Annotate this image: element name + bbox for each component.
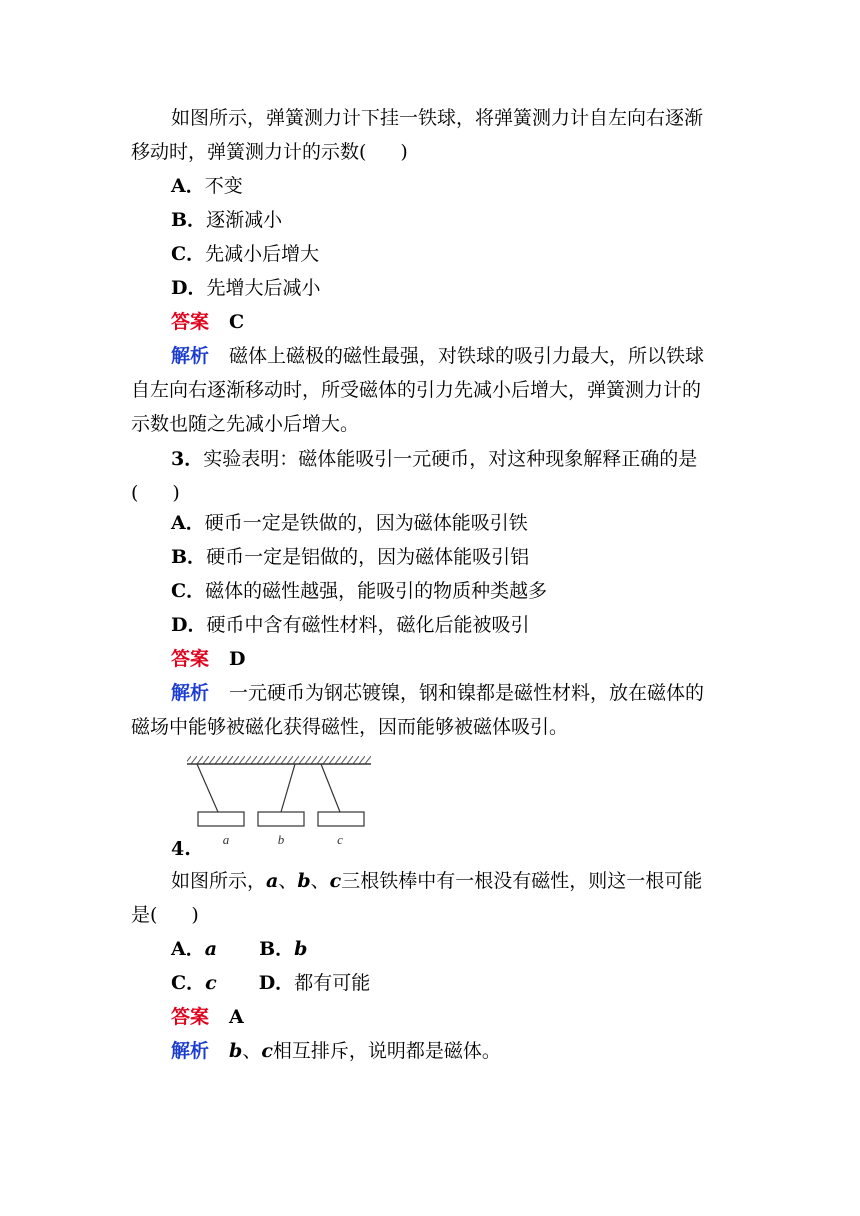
q2-option-d: D．先增大后减小 [171,277,321,299]
q2-option-c: C．先减小后增大 [171,243,320,265]
q4-analysis: 解析 b、c相互排斥，说明都是磁体。 [171,1040,501,1062]
iron-bar-b [258,812,304,826]
q3-option-a: A．硬币一定是铁做的，因为磁体能吸引铁 [171,512,528,534]
q2-analysis-line3: 示数也随之先减小后增大。 [131,413,360,435]
bar-label-c: c [337,832,343,847]
string-b [281,764,295,812]
q2-answer: 答案 C [171,311,245,333]
q4-options-ab: A．a B．b [171,938,308,960]
analysis-label: 解析 [171,345,210,367]
q3-stem-line1: 3．实验表明：磁体能吸引一元硬币，对这种现象解释正确的是 [171,448,698,470]
q4-stem-line1: 如图所示，a、b、c三根铁棒中有一根没有磁性，则这一根可能 [171,870,703,892]
q2-analysis-line1: 解析 磁体上磁极的磁性最强，对铁球的吸引力最大，所以铁球 [171,345,705,367]
q3-option-d: D．硬币中含有磁性材料，磁化后能被吸引 [171,614,530,636]
bar-label-b: b [277,832,285,847]
q4-answer: 答案 A [171,1006,244,1028]
iron-bar-c [318,812,364,826]
q2-option-a: A．不变 [171,175,243,197]
bar-label-a: a [222,832,230,847]
q3-answer: 答案 D [171,648,246,670]
q3-option-b: B．硬币一定是铝做的，因为磁体能吸引铝 [171,546,530,568]
q2-stem-line1: 如图所示，弹簧测力计下挂一铁球，将弹簧测力计自左向右逐渐 [171,107,704,129]
ceiling-hatch [187,756,371,764]
q2-analysis-line2: 自左向右逐渐移动时，所受磁体的引力先减小后增大，弹簧测力计的 [131,379,702,401]
q3-analysis-line2: 磁场中能够被磁化获得磁性，因而能够被磁体吸引。 [131,716,569,738]
analysis-label: 解析 [171,1040,210,1062]
q4-options-cd: C．c D．都有可能 [171,972,371,994]
string-c [321,764,340,812]
q3-analysis-line1: 解析 一元硬币为钢芯镀镍，钢和镍都是磁性材料，放在磁体的 [171,682,705,704]
q4-number: 4. [171,838,191,860]
q2-stem-line2: 移动时，弹簧测力计的示数( ) [131,141,408,163]
answer-label: 答案 [171,1006,210,1028]
q3-stem-line2: ( ) [131,482,180,504]
answer-label: 答案 [171,311,210,333]
string-a [197,764,218,812]
analysis-label: 解析 [171,682,210,704]
answer-label: 答案 [171,648,210,670]
q4-stem-line2: 是( ) [131,904,199,926]
iron-bar-a [198,812,244,826]
q3-option-c: C．磁体的磁性越强，能吸引的物质种类越多 [171,580,548,602]
q2-option-b: B．逐渐减小 [171,209,283,231]
